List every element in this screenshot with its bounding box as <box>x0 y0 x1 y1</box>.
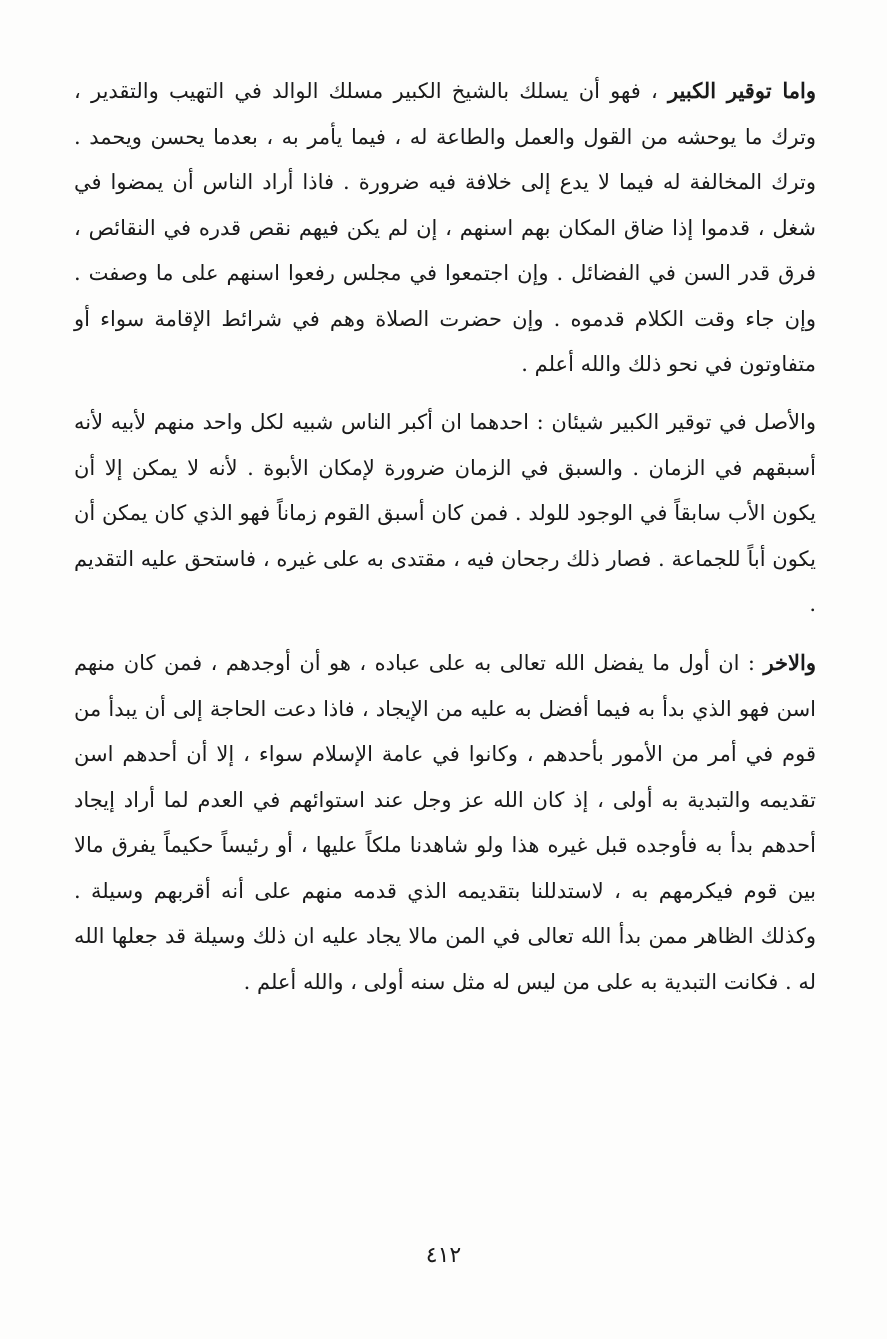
page-number: ٤١٢ <box>425 1243 462 1268</box>
paragraph-respecting-elders <box>74 68 816 388</box>
paragraph-text: والأصل في توقير الكبير شيئان : احدهما ان أكبر الناس شبيه لكل واحد منهم لأبيه لأنه أسبقهم في الزمان . والسبق في الزمان ضرورة لإمكان الأبوة . لأنه لا يمكن إلا أن يكون الأب سابقاً في الوجود للولد . فمن كان أسبق القوم زماناً فهو الذي كان يمكن أن يكون أباً للجماعة . فصار ذلك رجحان فيه ، مقتدى به على غيره ، فاستحق عليه التقديم . <box>74 410 817 616</box>
paragraph-second-principle <box>74 640 816 1005</box>
paragraph-text: ، فهو أن يسلك بالشيخ الكبير مسلك الوالد في التهيب والتقدير ، وترك ما يوحشه من القول والعمل والطاعة له ، فيما يأمر به ، بعدما يحسن ويحمد . وترك المخالفة له فيما لا يدع إلى خلافة فيه ضرورة . فاذا أراد الناس أن يمضوا في شغل ، قدموا إذا ضاق المكان بهم اسنهم ، إن لم يكن فيهم نقص قدره في النقائص ، فرق قدر السن في الفضائل . وإن اجتمعوا في مجلس رفعوا اسنهم على ما وصفت . وإن جاء وقت الكلام قدموه . وإن حضرت الصلاة وهم في شرائط الإقامة سواء أو متفاوتون في نحو ذلك والله أعلم . <box>74 79 816 376</box>
paragraph-lead: والاخر <box>763 650 816 675</box>
paragraph-first-principle <box>74 400 816 628</box>
paragraph-text: : ان أول ما يفضل الله تعالى به على عباده ، هو أن أوجدهم ، فمن كان منهم اسن فهو الذي بدأ به فيما أفضل به عليه من الإيجاد ، فاذا دعت الحاجة إلى أن يبدأ من قوم في أمر من الأمور بأحدهم ، وكانوا في عامة الإسلام سواء ، إلا أن أحدهم اسن تقديمه والتبدية به أولى ، إذ كان الله عز وجل عند استوائهم في العدم لما أراد إيجاد أحدهم بدأ به فأوجده قبل غيره هذا ولو شاهدنا ملكاً عليها ، أو رئيساً حكيماً يفرق مالا بين قوم فيكرمهم به ، لاستدللنا بتقديمه الذي قدمه منهم على أنه أقربهم وسيلة . وكذلك الظاهر ممن بدأ الله تعالى في المن مالا يجاد عليه ان ذلك وسيلة قد جعلها الله له . فكانت التبدية به على من ليس له مثل سنه أولى ، والله أعلم . <box>74 651 816 994</box>
paragraph-lead: واما توقير الكبير <box>667 78 817 103</box>
